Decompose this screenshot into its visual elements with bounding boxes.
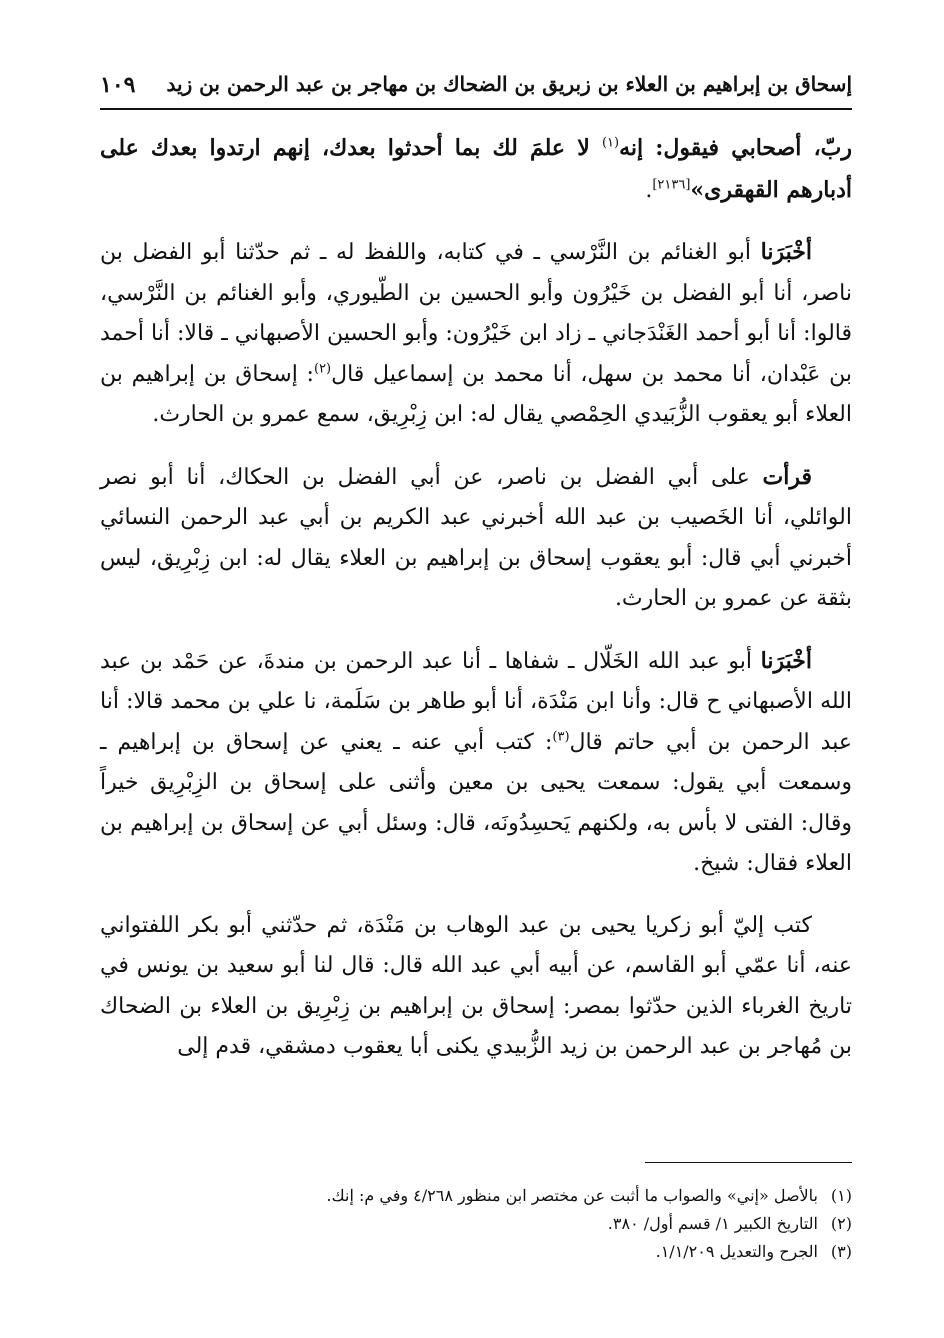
running-header xyxy=(100,68,852,110)
akhbarana-keyword: أخْبَرَنا xyxy=(760,239,812,265)
paragraph-text: أبو عبد الله الخَلّال ـ شفاها ـ أنا عبد الرحمن بن مندةَ، عن حَمْد بن عبد الله الأصبهاني ح قال: وأنا ابن مَنْدَة، أنا أبو طاهر بن سَلَمة، نا علي بن محمد قالا: أنا عبد الرحمن بن أبي حاتم قال xyxy=(100,648,852,755)
paragraph-2 xyxy=(100,232,852,436)
hadith-text: ربّ، أصحابي فيقول: إنه xyxy=(619,135,853,161)
paragraph-5 xyxy=(100,906,852,1068)
footnote-1 xyxy=(100,1182,852,1210)
paragraph-4 xyxy=(100,641,852,885)
footnote-text: بالأصل «إني» والصواب ما أثبت عن مختصر ابن منظور ٤/٢٦٨ وفي م: إنك. xyxy=(326,1186,818,1205)
footnote-divider xyxy=(645,1162,852,1163)
paragraph-text-continued: : كتب أبي عنه ـ يعني عن إسحاق بن إبراهيم ـ وسمعت أبي يقول: سمعت يحيى بن معين وأثنى على إسحاق بن الزِبْرِيق خيراً وقال: الفتى لا بأس به، ولكنهم يَحسِدُونَه، قال: وسئل أبي عن إسحاق بن إبراهيم بن العلاء فقال: شيخ. xyxy=(100,729,852,876)
paragraph-text-continued: : إسحاق بن إبراهيم بن العلاء أبو يعقوب الزُّبَيدي الحِمْصي يقال له: ابن زِبْرِيق، سمع عمرو بن الحارث. xyxy=(100,361,852,427)
footnote-ref-1: (١) xyxy=(601,135,620,151)
footnote-number: (١) xyxy=(830,1186,852,1205)
paragraph-text: كتب إليّ أبو زكريا يحيى بن عبد الوهاب بن مَنْدَة، ثم حدّثني أبو بكر اللفتواني عنه، أنا عمّي أبو القاسم، عن أبيه أبي عبد الله قال: قال لنا أبو سعيد بن يونس في تاريخ الغرباء الذين حدّثوا بمصر: إسحاق بن إبراهيم بن زِبْرِيق بن العلاء بن الضحاك بن مُهاجر بن عبد الرحمن بن زيد الزُّبيدي يكنى أبا يعقوب دمشقي، قدم إلى xyxy=(100,912,852,1059)
footnote-number: (٣) xyxy=(830,1242,852,1261)
footnote-3 xyxy=(100,1238,852,1266)
footnote-ref-2: (٢) xyxy=(313,361,332,377)
footnote-ref-3: (٣) xyxy=(552,729,570,745)
paragraph-text: على أبي الفضل بن ناصر، عن أبي الفضل بن الحكاك، أنا أبو نصر الوائلي، أنا الخَصيب بن عبد الله أخبرني عبد الكريم بن أبي عبد الرحمن النسائي أخبرني أبي قال: أبو يعقوب إسحاق بن إبراهيم بن العلاء يقال له: ابن زِبْرِيق، ليس بثقة عن عمرو بن الحارث. xyxy=(100,464,852,611)
hadith-text-continued: لا علمَ لك بما أحدثوا بعدك، إنهم ارتدوا بعدك على أدبارهم القهقرى» xyxy=(100,135,852,203)
hadith-number: [٢١٣٦] xyxy=(652,177,691,193)
paragraph-text: أبو الغنائم بن النَّرْسي ـ في كتابه، واللفظ له ـ ثم حدّثنا أبو الفضل بن ناصر، أنا أبو الفضل بن خَيْرُون وأبو الحسين بن الطّيوري، وأبو الغنائم بن النَّرْسي، قالوا: أنا أبو أحمد الغَنْدَجاني ـ زاد ابن خَيْرُون: وأبو الحسين الأصبهاني ـ قالا: أنا أحمد بن عَبْدان، أنا محمد بن سهل، أنا محمد بن إسماعيل قال xyxy=(100,240,853,387)
footnote-2 xyxy=(100,1210,852,1238)
sentence-end: . xyxy=(645,177,653,203)
footnote-text: التاريخ الكبير ١/ قسم أول/ ٣٨٠. xyxy=(607,1214,818,1233)
paragraph-1 xyxy=(100,128,852,211)
footnotes xyxy=(100,1182,852,1266)
qaraat-keyword: قرأت xyxy=(762,463,812,490)
akhbarana-keyword: أخْبَرَنا xyxy=(760,647,812,674)
paragraph-3 xyxy=(100,457,852,620)
page-number: ١٠٩ xyxy=(100,72,136,98)
running-title: إسحاق بن إبراهيم بن العلاء بن زبريق بن الضحاك بن مهاجر بن عبد الرحمن بن زيد xyxy=(166,72,852,96)
footnote-text: الجرح والتعديل ١/١/٢٠٩. xyxy=(655,1242,818,1261)
main-text xyxy=(100,128,852,1089)
footnote-number: (٢) xyxy=(830,1214,852,1233)
